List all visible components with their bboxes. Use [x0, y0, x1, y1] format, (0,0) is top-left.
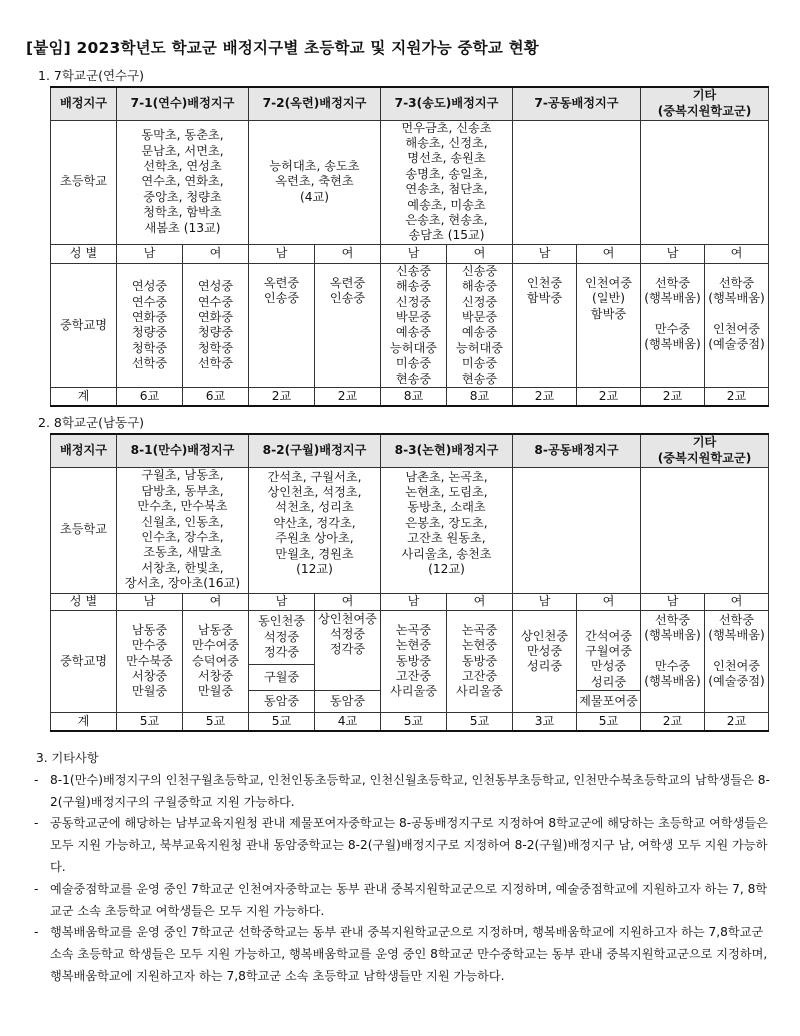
elementary-etc: [641, 120, 769, 244]
total-cell: 5교: [447, 713, 513, 731]
middle-7-2-female: 옥련중 인송중: [315, 263, 381, 387]
district-7-3: 7-3(송도)배정지구: [381, 87, 513, 120]
middle-label: 중학교명: [51, 263, 117, 387]
district-etc: [641, 87, 769, 120]
gender-label: 성 별: [51, 244, 117, 263]
total-cell: 5교: [577, 713, 641, 731]
middle-8-3-female: 논곡중 논현중 동방중 고잔중 사리울중: [447, 610, 513, 713]
total-label: 계: [51, 388, 117, 406]
total-cell: 8교: [447, 388, 513, 406]
district-header: 배정지구: [51, 87, 117, 120]
district-8-1: 8-1(만수)배정지구: [117, 434, 249, 467]
section1-heading: 1. 7학교군(연수구): [38, 68, 145, 83]
middle-8-common-female-jemulpo: 제물포여중: [577, 691, 641, 713]
middle-8-common-female: 간석여중 구월여중 만성중 성리중: [577, 610, 641, 691]
note-item: - 8-1(만수)배정지구의 인천구월초등학교, 인천인동초등학교, 인천신월초등학교, 인천동부초등학교, 인천만수북초등학교의 남학생들은 8-2(구월)배정지구의 구월중학교 지원 가능하다.: [30, 770, 774, 814]
etc-label: 기타: [692, 435, 717, 450]
elementary-label: 초등학교: [51, 120, 117, 244]
middle-7-common-male: 인천중 함박중: [513, 263, 577, 387]
district-8-3: 8-3(논현)배정지구: [381, 434, 513, 467]
middle-8-2-male-guwol: 구월중: [249, 664, 315, 690]
gender-female: 여: [705, 244, 769, 263]
middle-7-3-female: 신송중 해송중 신정중 박문중 예송중 능허대중 미송중 현송중: [447, 263, 513, 387]
total-cell: 8교: [381, 388, 447, 406]
gender-female: 여: [183, 593, 249, 610]
middle-8-1-male: 남동중 만수중 만수북중 서창중 만월중: [117, 610, 183, 713]
middle-etc-female: 선학중 (행복배움) 인천여중 (예술중점): [705, 610, 769, 713]
gender-male: 남: [513, 593, 577, 610]
district-8-2: 8-2(구월)배정지구: [249, 434, 381, 467]
total-cell: 2교: [641, 388, 705, 406]
middle-7-3-male: 신송중 해송중 신정중 박문중 예송중 능허대중 미송중 현송중: [381, 263, 447, 387]
gender-male: 남: [249, 244, 315, 263]
total-cell: 5교: [381, 713, 447, 731]
gender-male: 남: [381, 593, 447, 610]
elementary-8-3: 남촌초, 논곡초, 논현초, 도림초, 동방초, 소래초 은봉초, 장도초, 고잔초 원동초, 사리울초, 송천초 (12교): [381, 467, 513, 593]
district-8-common: 8-공동배정지구: [513, 434, 641, 467]
total-cell: 2교: [641, 713, 705, 731]
district-etc: [641, 434, 769, 467]
notes-section: [30, 748, 774, 988]
total-cell: 5교: [183, 713, 249, 731]
gender-female: 여: [705, 593, 769, 610]
district-7-common: 7-공동배정지구: [513, 87, 641, 120]
middle-8-2-female: 상인천여중 석정중 정각중: [315, 610, 381, 691]
gender-male: 남: [381, 244, 447, 263]
total-cell: 6교: [117, 388, 183, 406]
gender-female: 여: [315, 593, 381, 610]
total-cell: 6교: [183, 388, 249, 406]
gender-female: 여: [577, 244, 641, 263]
middle-8-2-male-dongam: 동암중: [249, 691, 315, 713]
gender-male: 남: [513, 244, 577, 263]
section2-table: [50, 433, 769, 732]
gender-male: 남: [641, 593, 705, 610]
note-item: - 공동학교군에 해당하는 남부교육지원청 관내 제물포여자중학교는 8-공동배정지구로 지정하여 8학교군에 해당하는 초등학교 여학생들은 모두 지원 가능하고, 북부교육지원청 관내 동암중학교는 8-2(구월)배정지구로 지정하여 8-2(구월)배정지구 남, 여학생 모두 지원 가능하다.: [30, 813, 774, 878]
section2-heading: 2. 8학교군(남동구): [38, 415, 145, 430]
gender-male: 남: [249, 593, 315, 610]
notes-heading: 3. 기타사항: [36, 751, 99, 765]
middle-7-1-female: 연성중 연수중 연화중 청량중 청학중 선학중: [183, 263, 249, 387]
total-cell: 2교: [315, 388, 381, 406]
elementary-etc: [641, 467, 769, 593]
total-cell: 2교: [249, 388, 315, 406]
etc-label: 기타: [692, 88, 717, 103]
total-cell: 5교: [249, 713, 315, 731]
middle-8-3-male: 논곡중 논현중 동방중 고잔중 사리울중: [381, 610, 447, 713]
district-header: 배정지구: [51, 434, 117, 467]
middle-7-2-male: 옥련중 인송중: [249, 263, 315, 387]
page-title: [붙임] 2023학년도 학교군 배정지구별 초등학교 및 지원가능 중학교 현황: [26, 39, 539, 57]
district-7-1: 7-1(연수)배정지구: [117, 87, 249, 120]
middle-8-2-male-main: 동인천중 석정중 정각중: [249, 610, 315, 664]
middle-etc-male: 선학중 (행복배움) 만수중 (행복배움): [641, 263, 705, 387]
total-cell: 2교: [577, 388, 641, 406]
gender-female: 여: [315, 244, 381, 263]
middle-label: 중학교명: [51, 610, 117, 713]
elementary-8-2: 간석초, 구월서초, 상인천초, 석정초, 석천초, 성리초 약산초, 정각초, 주원초 상아초, 만월초, 경원초 (12교): [249, 467, 381, 593]
etc-sublabel: (중복지원학교군): [657, 450, 752, 465]
section1-table: [50, 86, 769, 407]
elementary-7-common: [513, 120, 641, 244]
elementary-8-1: 구월초, 남동초, 담방초, 동부초, 만수초, 만수북초 신월초, 인동초, 인수초, 장수초, 조동초, 새말초 서창초, 한빛초, 장서초, 장아초(16교): [117, 467, 249, 593]
gender-female: 여: [183, 244, 249, 263]
total-label: 계: [51, 713, 117, 731]
note-item: - 예술중점학교를 운영 중인 7학교군 인천여자중학교는 동부 관내 중복지원학교군으로 지정하며, 예술중점학교에 지원하고자 하는 7, 8학교군 소속 초등학교 여학생들은 모두 지원 가능하다.: [30, 879, 774, 923]
gender-male: 남: [117, 593, 183, 610]
elementary-8-common: [513, 467, 641, 593]
gender-label: 성 별: [51, 593, 117, 610]
total-cell: 2교: [705, 713, 769, 731]
elementary-7-2: 능허대초, 송도초 옥련초, 축현초 (4교): [249, 120, 381, 244]
elementary-7-1: 동막초, 동춘초, 문남초, 서면초, 선학초, 연성초 연수초, 연화초, 중앙초, 청량초 청학초, 함박초 새봄초 (13교): [117, 120, 249, 244]
middle-etc-female: 선학중 (행복배움) 인천여중 (예술중점): [705, 263, 769, 387]
district-7-2: 7-2(옥련)배정지구: [249, 87, 381, 120]
total-cell: 2교: [705, 388, 769, 406]
middle-7-1-male: 연성중 연수중 연화중 청량중 청학중 선학중: [117, 263, 183, 387]
total-cell: 4교: [315, 713, 381, 731]
elementary-7-3: 먼우금초, 신송초 해송초, 신정초, 명선초, 송원초 송명초, 송일초, 연송초, 첨단초, 예송초, 미송초 은송초, 현송초, 송담초 (15교): [381, 120, 513, 244]
gender-female: 여: [577, 593, 641, 610]
total-cell: 3교: [513, 713, 577, 731]
middle-8-common-male: 상인천중 만성중 성리중: [513, 610, 577, 713]
etc-sublabel: (중복지원학교군): [657, 103, 752, 118]
gender-female: 여: [447, 593, 513, 610]
gender-male: 남: [641, 244, 705, 263]
middle-7-common-female: 인천여중 (일반) 함박중: [577, 263, 641, 387]
elementary-label: 초등학교: [51, 467, 117, 593]
middle-8-1-female: 남동중 만수여중 승덕여중 서창중 만월중: [183, 610, 249, 713]
total-cell: 5교: [117, 713, 183, 731]
gender-female: 여: [447, 244, 513, 263]
total-cell: 2교: [513, 388, 577, 406]
middle-8-2-female-dongam: 동암중: [315, 691, 381, 713]
gender-male: 남: [117, 244, 183, 263]
note-item: - 행복배움학교를 운영 중인 7학교군 선학중학교는 동부 관내 중복지원학교군으로 지정하며, 행복배움학교에 지원하고자 하는 7,8학교군 소속 초등학교 학생들은 모두 지원 가능하고, 행복배움학교를 운영 중인 8학교군 만수중학교는 동부 관내 중복지원학교군으로 지정하며, 행복배움학교에 지원하고자 하는 7,8학교군 소속 초등학교 남학생들만 지원 가능하다.: [30, 922, 774, 987]
middle-etc-male: 선학중 (행복배움) 만수중 (행복배움): [641, 610, 705, 713]
